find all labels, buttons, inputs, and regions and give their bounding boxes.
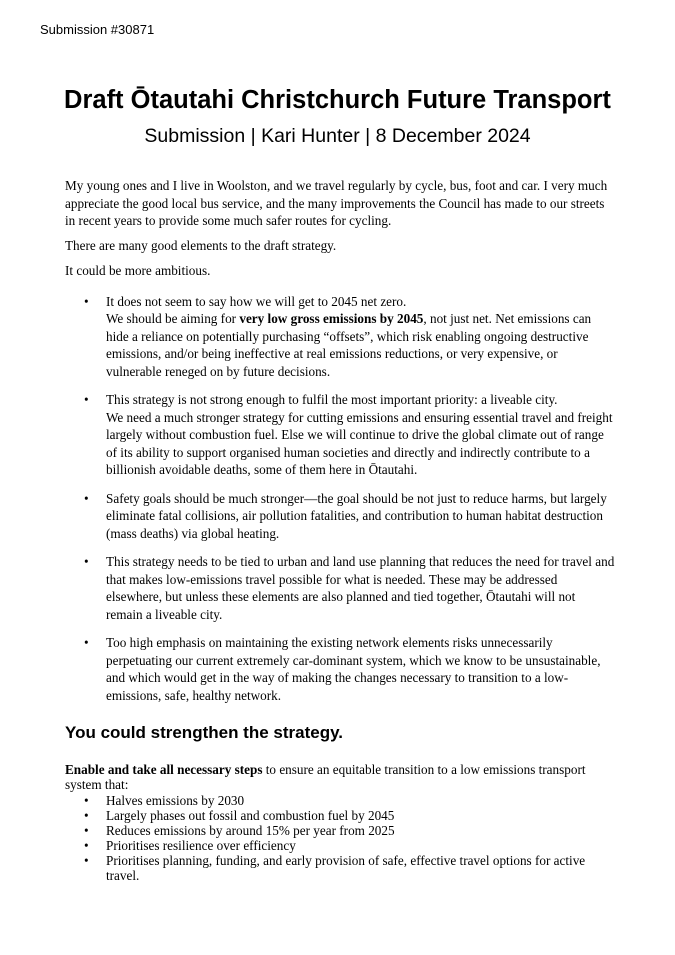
enable-paragraph <box>65 762 615 792</box>
list-item <box>65 391 615 479</box>
list-item <box>65 553 615 623</box>
point-safety: Safety goals should be much stronger—the goal should be not just to reduce harms, but largely eliminate fatal collisions, air pollution fatalities, and contribution to human habitat destruction (mass deaths) via global heating. <box>106 490 607 541</box>
enable-bold: Enable and take all necessary steps <box>65 762 263 777</box>
point-network: Too high emphasis on maintaining the existing network elements risks unnecessarily perpetuating our current extremely car-dominant system, which we know to be unsustainable, and which would get in the way of making the changes necessary to transition to a low-emissions, safe, healthy network. <box>106 635 601 703</box>
ambitious-paragraph: It could be more ambitious. <box>65 263 211 278</box>
concerns-list <box>65 293 615 705</box>
list-item: • Prioritises resilience over efficiency <box>65 838 615 853</box>
point-net-zero-post: , not just net. Net emissions can hide a reliance on potentially purchasing “offsets”, which risk enabling ongoing destructive emissions, and/or being ineffective at real emissions reductions, or very expensive, or vulnerable reneged on by future decisions. <box>106 311 592 379</box>
intro-paragraph: My young ones and I live in Woolston, and we travel regularly by cycle, bus, foot and car. I very much appreciate the good local bus service, and the many improvements the Council has made to our streets in recent years to provide some much safer routes for cycling. <box>65 178 608 228</box>
list-item: • Prioritises planning, funding, and early provision of safe, effective travel options for active travel. <box>65 853 615 883</box>
section-heading: You could strengthen the strategy. <box>65 723 344 742</box>
targets-list <box>65 793 615 883</box>
list-item <box>65 634 615 704</box>
document-subtitle: Submission | Kari Hunter | 8 December 2024 <box>144 125 531 147</box>
enable-rest: to ensure an equitable transition to a low emissions transport system that: <box>65 762 586 792</box>
document-body <box>65 177 615 883</box>
point-liveable-lead: This strategy is not strong enough to fulfil the most important priority: a liveable city. <box>106 392 558 407</box>
good-elements-paragraph: There are many good elements to the draft strategy. <box>65 237 337 253</box>
list-item: • Reduces emissions by around 15% per year from 2025 <box>65 823 615 838</box>
list-item: • Largely phases out fossil and combustion fuel by 2045 <box>65 808 615 823</box>
point-net-zero-lead: It does not seem to say how we will get to 2045 net zero. <box>106 293 407 309</box>
point-land-use: This strategy needs to be tied to urban and land use planning that reduces the need for travel and that makes low-emissions travel possible for what is needed. These may be addressed elsewhere, but unless these elements are also planned and tied together, Ōtautahi will not remain a liveable city. <box>106 554 615 622</box>
list-item <box>65 490 615 543</box>
point-net-zero-bold: very low gross emissions by 2045 <box>239 311 424 326</box>
list-item <box>65 293 615 381</box>
submission-id: Submission #30871 <box>40 22 155 37</box>
point-net-zero-pre: We should be aiming for <box>106 311 240 326</box>
list-item: • Halves emissions by 2030 <box>65 793 615 808</box>
document-title: Draft Ōtautahi Christchurch Future Transport <box>64 86 611 114</box>
point-liveable-rest: We need a much stronger strategy for cutting emissions and ensuring essential travel and freight largely without combustion fuel. Else we will continue to drive the global climate out of range of its ability to support organised human societies and directly and indirectly contribute to a billionish avoidable deaths, some of them here in Ōtautahi. <box>106 409 613 477</box>
